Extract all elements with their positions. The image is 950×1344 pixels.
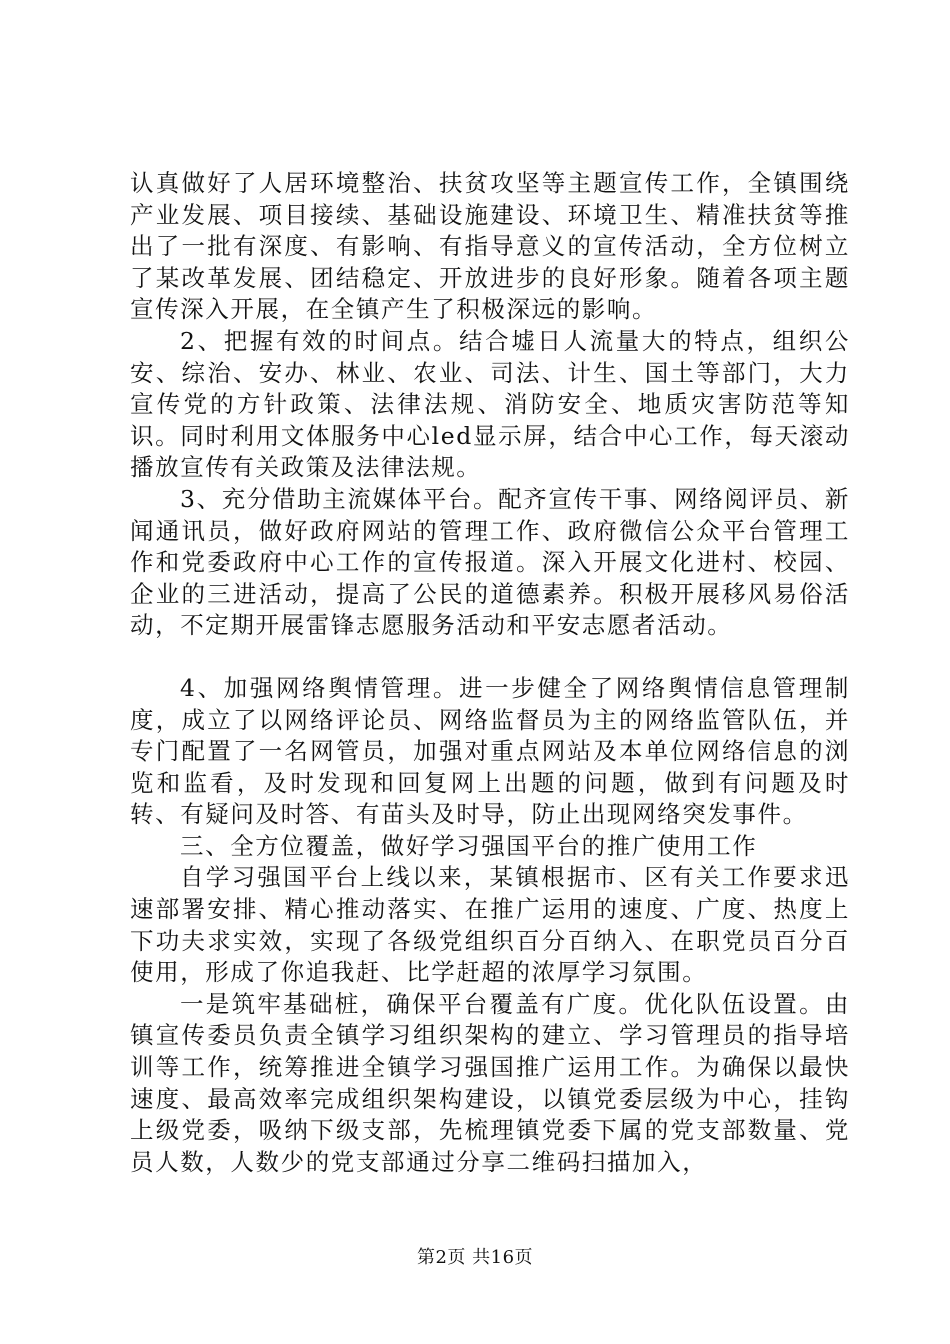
paragraph-intro: 自学习强国平台上线以来，某镇根据市、区有关工作要求迅速部署安排、精心推动落实、在推广运用的速度、广度、热度上下功夫求实效，实现了各级党组织百分百纳入、在职党员百分百使用，形成了你追我赶、比学赶超的浓厚学习氛围。: [130, 863, 850, 987]
paragraph-item-2: 2、把握有效的时间点。结合墟日人流量大的特点，组织公安、综治、安办、林业、农业、司法、计生、国土等部门，大力宣传党的方针政策、法律法规、消防安全、地质灾害防范等知识。同时利用文体服务中心led显示屏，结合中心工作，每天滚动播放宣传有关政策及法律法规。: [130, 326, 850, 482]
paragraph-item-4: 4、加强网络舆情管理。进一步健全了网络舆情信息管理制度，成立了以网络评论员、网络监督员为主的网络监管队伍，并专门配置了一名网管员，加强对重点网站及本单位网络信息的浏览和监看，及时发现和回复网上出题的问题，做到有问题及时转、有疑问及时答、有苗头及时导，防止出现网络突发事件。: [130, 673, 850, 829]
page-number: 第2页 共16页: [416, 1247, 534, 1268]
paragraph-continuation: 认真做好了人居环境整治、扶贫攻坚等主题宣传工作，全镇围绕产业发展、项目接续、基础设施建设、环境卫生、精准扶贫等推出了一批有深度、有影响、有指导意义的宣传活动，全方位树立了某改革发展、团结稳定、开放进步的良好形象。随着各项主题宣传深入开展，在全镇产生了积极深远的影响。: [130, 169, 850, 324]
paragraph-point-1: 一是筑牢基础桩，确保平台覆盖有广度。优化队伍设置。由镇宣传委员负责全镇学习组织架构的建立、学习管理员的指导培训等工作，统筹推进全镇学习强国推广运用工作。为确保以最快速度、最高效率完成组织架构建设，以镇党委层级为中心，挂钩上级党委，吸纳下级支部，先梳理镇党委下属的党支部数量、党员人数，人数少的党支部通过分享二维码扫描加入，: [130, 989, 850, 1176]
paragraph-item-3: 3、充分借助主流媒体平台。配齐宣传干事、网络阅评员、新闻通讯员，做好政府网站的管理工作、政府微信公众平台管理工作和党委政府中心工作的宣传报道。深入开展文化进村、校园、企业的三进活动，提高了公民的道德素养。积极开展移风易俗活动，不定期开展雷锋志愿服务活动和平安志愿者活动。: [130, 484, 850, 640]
section-heading: 三、全方位覆盖，做好学习强国平台的推广使用工作: [180, 831, 758, 860]
document-body: [130, 168, 850, 1178]
